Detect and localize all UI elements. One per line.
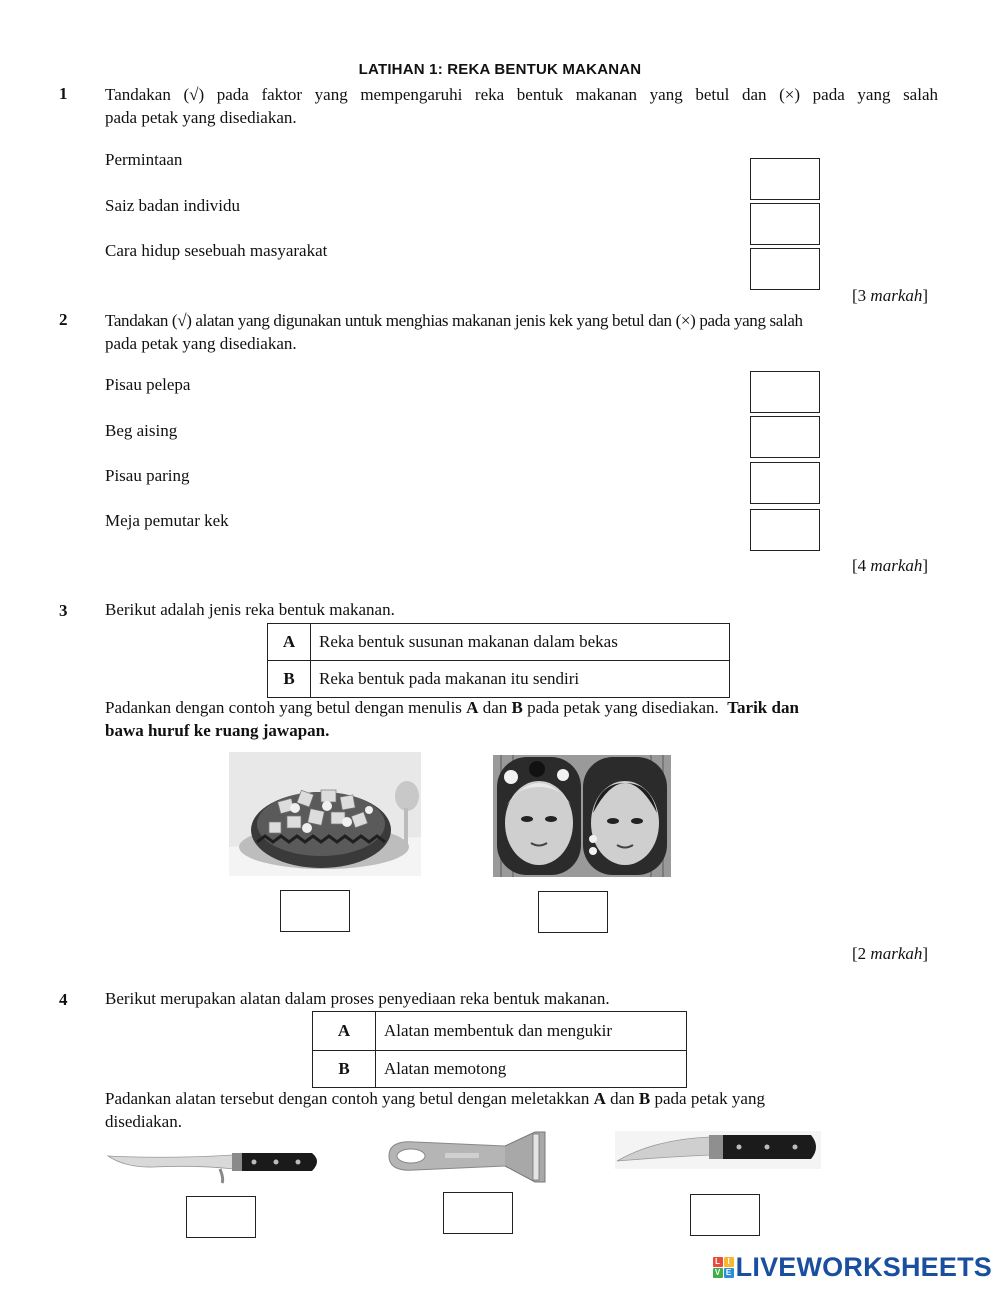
q4-answer-box-boning-knife[interactable] (186, 1196, 256, 1238)
q2-item-2: Beg aising (105, 421, 178, 440)
page-title: LATIHAN 1: REKA BENTUK MAKANAN (358, 61, 642, 78)
q3-option-b-text: Reka bentuk pada makanan itu sendiri (311, 661, 730, 698)
q1-item-3: Cara hidup sesebuah masyarakat (105, 241, 328, 260)
q3-option-a-text: Reka bentuk susunan makanan dalam bekas (311, 624, 730, 661)
q3-marks-suffix: ] (922, 944, 929, 963)
watermelon-basket-photo (229, 752, 421, 876)
q2-answer-box-4[interactable] (750, 509, 820, 551)
q4-option-a-key: A (313, 1012, 376, 1051)
q2-number: 2 (59, 310, 68, 329)
q2-text (105, 309, 938, 355)
q4-instruction-dan: dan (605, 1089, 639, 1108)
paring-knife-image (615, 1131, 821, 1169)
q4-instruction-line2: disediakan. (105, 1112, 182, 1131)
q2-answer-box-3[interactable] (750, 462, 820, 504)
q4-instruction-b: B (638, 1089, 651, 1108)
q2-answer-box-2[interactable] (750, 416, 820, 458)
q3-instruction-bold1: Tarik dan (727, 698, 799, 717)
q1-text (105, 83, 938, 129)
q2-text-line2: pada petak yang disediakan. (105, 334, 297, 353)
q1-marks-prefix: [3 (852, 286, 871, 305)
q2-marks (852, 556, 928, 576)
watermelon-basket-image (229, 752, 421, 876)
q3-options-table (267, 623, 730, 698)
bento-faces-photo (493, 755, 671, 877)
logo-mark-l: L (713, 1257, 723, 1267)
q3-option-row-a (268, 624, 730, 661)
q3-marks (852, 944, 928, 964)
q2-answer-box-1[interactable] (750, 371, 820, 413)
q4-option-row-a (313, 1012, 687, 1051)
q3-marks-prefix: [2 (852, 944, 871, 963)
q3-marks-word: markah (870, 944, 923, 963)
q3-instruction-bold2: bawa huruf ke ruang jawapan. (105, 721, 330, 740)
q1-answer-box-1[interactable] (750, 158, 820, 200)
q3-option-b-key: B (268, 661, 311, 698)
q4-options-table (312, 1011, 687, 1088)
q2-marks-prefix: [4 (852, 556, 871, 575)
logo-mark-i: I (724, 1257, 734, 1267)
q4-option-row-b (313, 1051, 687, 1088)
q1-marks-suffix: ] (922, 286, 929, 305)
q4-instruction-rest: pada petak yang (650, 1089, 765, 1108)
q2-marks-suffix: ] (922, 556, 929, 575)
q1-text-line2: pada petak yang disediakan. (105, 108, 297, 127)
q4-option-a-text: Alatan membentuk dan mengukir (376, 1012, 687, 1051)
q1-answer-box-2[interactable] (750, 203, 820, 245)
bento-faces-image (493, 755, 671, 877)
q4-number: 4 (59, 990, 68, 1009)
q3-option-a-key: A (268, 624, 311, 661)
q4-answer-box-paring-knife[interactable] (690, 1194, 760, 1236)
q3-instruction-dan: dan (478, 698, 512, 717)
q4-option-b-key: B (313, 1051, 376, 1088)
logo-mark-v: V (713, 1268, 723, 1278)
liveworksheets-logo-mark (713, 1257, 734, 1278)
q1-number: 1 (59, 84, 68, 103)
paring-knife-icon (615, 1131, 821, 1169)
q3-option-row-b (268, 661, 730, 698)
q2-marks-word: markah (870, 556, 923, 575)
q3-answer-box-watermelon[interactable] (280, 890, 350, 932)
q4-option-b-text: Alatan memotong (376, 1051, 687, 1088)
q4-instruction (105, 1087, 938, 1133)
q1-marks-word: markah (870, 286, 923, 305)
q1-item-1: Permintaan (105, 150, 183, 169)
peeler-icon (385, 1128, 549, 1186)
liveworksheets-logo-text: LIVEWORKSHEETS (735, 1252, 992, 1282)
boning-knife-icon (106, 1143, 324, 1185)
q4-instruction-a: A (593, 1089, 606, 1108)
q4-instruction-text: Padankan alatan tersebut dengan contoh yang betul dengan meletakkan (105, 1089, 594, 1108)
q2-item-3: Pisau paring (105, 466, 190, 485)
q3-instruction (105, 696, 938, 742)
q2-item-4: Meja pemutar kek (105, 511, 229, 530)
q3-instruction-text: Padankan dengan contoh yang betul dengan menulis (105, 698, 467, 717)
q3-instruction-b: B (511, 698, 523, 717)
q3-answer-box-bento[interactable] (538, 891, 608, 933)
liveworksheets-logo[interactable] (713, 1252, 992, 1283)
q2-text-line1: Tandakan (√) alatan yang digunakan untuk menghias makanan jenis kek yang betul dan (×) pada yang salah (105, 311, 803, 330)
q4-intro: Berikut merupakan alatan dalam proses penyediaan reka bentuk makanan. (105, 989, 610, 1008)
q4-answer-box-peeler[interactable] (443, 1192, 513, 1234)
logo-mark-e: E (724, 1268, 734, 1278)
q1-text-line1: Tandakan (√) pada faktor yang mempengaruhi reka bentuk makanan yang betul dan (×) pada yang salah (105, 85, 938, 104)
q3-intro: Berikut adalah jenis reka bentuk makanan. (105, 600, 395, 619)
q3-number: 3 (59, 601, 68, 620)
q3-instruction-rest: pada petak yang disediakan. (522, 698, 728, 717)
boning-knife-image (106, 1143, 324, 1185)
peeler-image (385, 1128, 549, 1186)
q1-item-2: Saiz badan individu (105, 196, 241, 215)
q2-item-1: Pisau pelepa (105, 375, 191, 394)
q3-instruction-a: A (466, 698, 479, 717)
q1-answer-box-3[interactable] (750, 248, 820, 290)
q1-marks (852, 286, 928, 306)
